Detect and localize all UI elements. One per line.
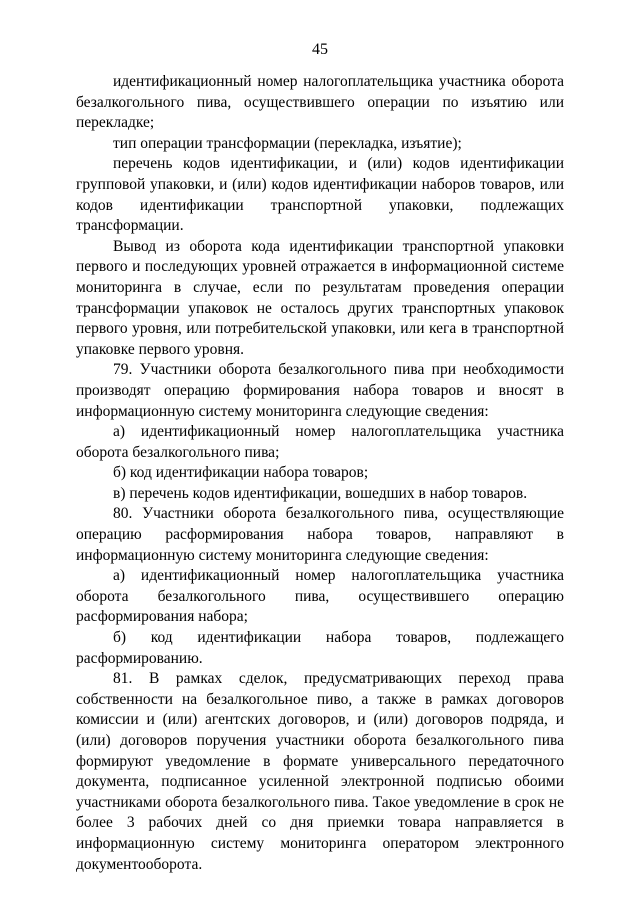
paragraph-80: 80. Участники оборота безалкогольного пива, осуществляющие операцию расформирования набора товаров, направляют в информационную систему мониторинга следующие сведения: [76,505,564,564]
paragraph-transformation-type: тип операции трансформации (перекладка, изъятие); [113,134,462,152]
paragraph-80-b: б) код идентификации набора товаров, подлежащего расформированию. [76,629,564,667]
paragraph-codes-list: перечень кодов идентификации, и (или) кодов идентификации групповой упаковки, и (или) кодов идентификации наборов товаров, или кодов идентификации транспортной упаковки, подлежащих трансформации. [76,155,564,235]
document-body [76,72,564,875]
paragraph-81: 81. В рамках сделок, предусматривающих переход права собственности на безалкогольное пиво, а также в рамках договоров комиссии и (или) агентских договоров, и (или) договоров подряда, и (или) договоров поручения участники оборота безалкогольного пива формируют уведомление в формате универсального передаточного документа, подписанное усиленной электронной подписью обоими участниками оборота безалкогольного пива. Такое уведомление в срок не более 3 рабочих дней со дня приемки товара направляется в информационную систему мониторинга оператором электронного документооборота. [76,670,564,873]
paragraph-79: 79. Участники оборота безалкогольного пива при необходимости производят операцию формирования набора товаров и вносят в информационную систему мониторинга следующие сведения: [76,361,564,420]
paragraph-withdrawal: Вывод из оборота кода идентификации транспортной упаковки первого и последующих уровней отражается в информационной системе мониторинга в случае, если по результатам проведения операции трансформации упаковок не осталось других транспортных упаковок первого уровня, или потребительской упаковки, или кега в транспортной упаковке первого уровня. [76,237,564,358]
paragraph-79-c: в) перечень кодов идентификации, вошедших в набор товаров. [113,484,528,502]
paragraph-80-a: а) идентификационный номер налогоплательщика участника оборота безалкогольного пива, осуществившего операцию расформирования набора; [76,567,564,626]
paragraph-taxpayer-id: идентификационный номер налогоплательщика участника оборота безалкогольного пива, осуществившего операции по изъятию или перекладке; [76,73,564,132]
page-number: 45 [312,41,328,58]
paragraph-79-a: а) идентификационный номер налогоплательщика участника оборота безалкогольного пива; [76,423,564,461]
paragraph-79-b: б) код идентификации набора товаров; [113,464,369,482]
